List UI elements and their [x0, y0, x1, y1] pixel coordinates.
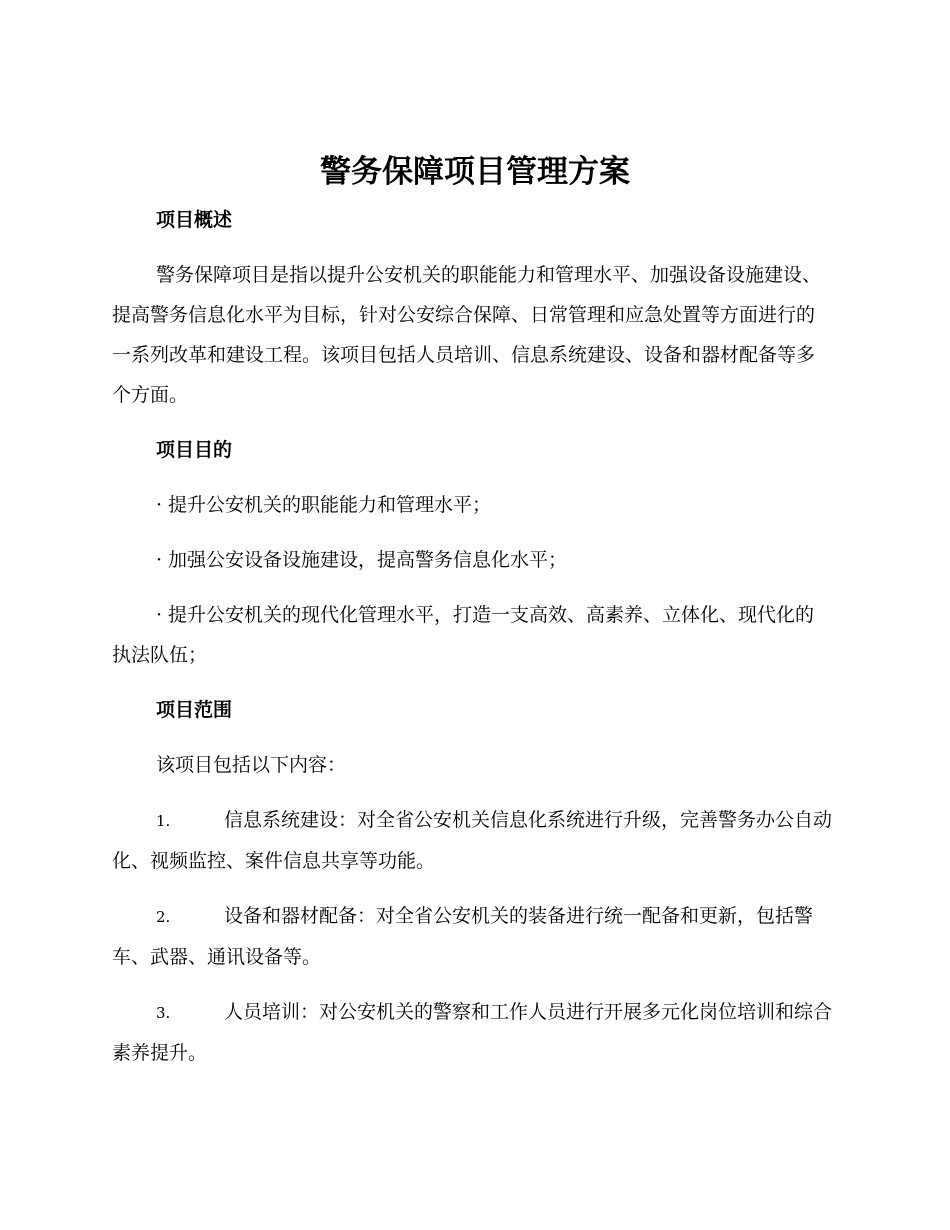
scope-intro: 该项目包括以下内容：	[156, 754, 347, 776]
scope-numbered-item	[112, 992, 832, 1073]
bullet-icon: ·	[156, 494, 163, 516]
bullet-icon: ·	[156, 604, 163, 626]
item-text: 设备和器材配备：对全省公安机关的装备进行统一配备和更新，包括警车、武器、通讯设备等。	[112, 905, 814, 968]
bullet-icon: ·	[156, 549, 163, 571]
bullet-item-text: 加强公安设备设施建设，提高警务信息化水平；	[168, 549, 568, 571]
item-number: 3.	[156, 1004, 171, 1022]
bullet-item-text: 提升公安机关的职能能力和管理水平；	[168, 494, 492, 516]
purpose-bullet-item	[112, 540, 832, 580]
bullet-item-text: 提升公安机关的现代化管理水平，打造一支高效、高素养、立体化、现代化的执法队伍；	[112, 604, 815, 666]
document-title: 警务保障项目管理方案	[320, 154, 630, 190]
scope-numbered-item	[112, 800, 832, 881]
purpose-bullet-item	[112, 595, 832, 675]
section-heading-overview: 项目概述	[156, 209, 233, 231]
section-heading-purpose: 项目目的	[156, 439, 233, 461]
item-number: 1.	[156, 812, 171, 830]
overview-paragraph: 警务保障项目是指以提升公安机关的职能能力和管理水平、加强设备设施建设、提高警务信息化水平为目标，针对公安综合保障、日常管理和应急处置等方面进行的一系列改革和建设工程。该项目包括人员培训、信息系统建设、设备和器材配备等多个方面。	[112, 264, 822, 406]
item-text: 人员培训：对公安机关的警察和工作人员进行开展多元化岗位培训和综合素养提升。	[112, 1001, 833, 1064]
section-heading-scope: 项目范围	[156, 699, 233, 721]
scope-numbered-item	[112, 896, 832, 977]
document-body	[112, 200, 832, 1073]
item-number: 2.	[156, 908, 171, 926]
purpose-bullet-item	[112, 485, 832, 525]
item-text: 信息系统建设：对全省公安机关信息化系统进行升级，完善警务办公自动化、视频监控、案件信息共享等功能。	[112, 809, 833, 872]
